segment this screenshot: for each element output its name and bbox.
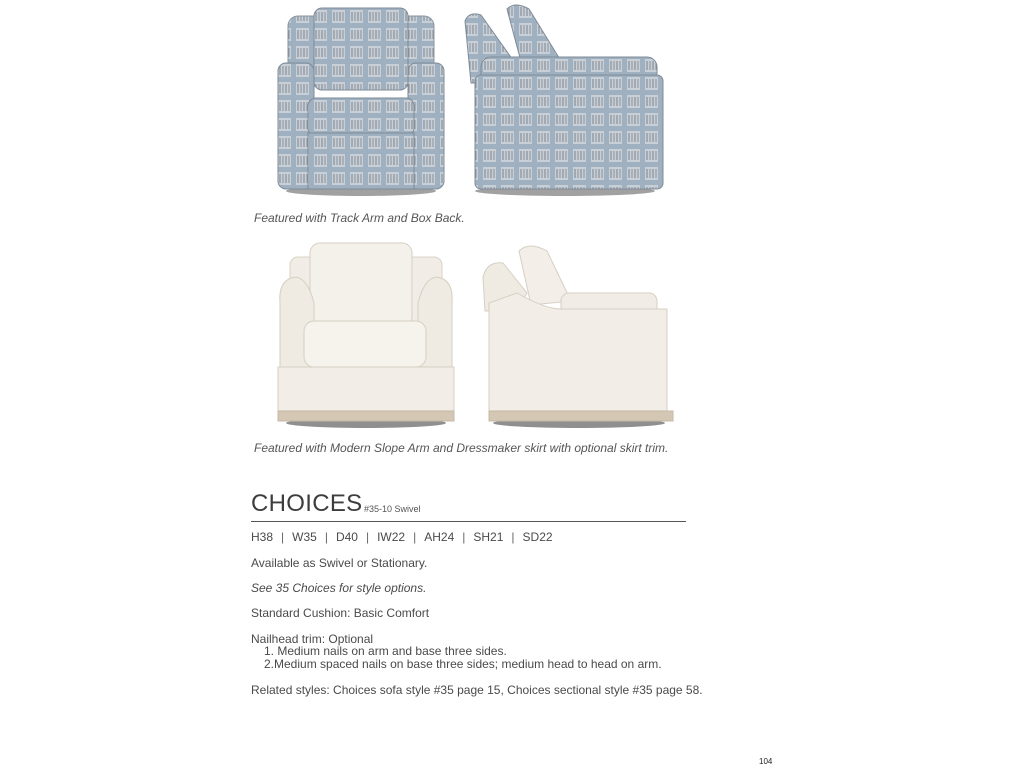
dimension-value: D40 bbox=[335, 530, 358, 544]
dimension-separator: | bbox=[413, 530, 417, 544]
dimension-separator: | bbox=[365, 530, 370, 544]
nailhead-title: Nailhead trim: Optional bbox=[251, 632, 374, 646]
dimension-value: IW22 bbox=[377, 530, 406, 544]
dimension-value: SH21 bbox=[473, 530, 504, 544]
dimension-separator: | bbox=[324, 530, 328, 544]
dimension-value: AH24 bbox=[424, 530, 455, 544]
chair-patterned-front bbox=[276, 8, 446, 198]
dimension-value: SD22 bbox=[522, 530, 553, 544]
chair-cream-side bbox=[481, 243, 677, 429]
style-note: See 35 Choices for style options. bbox=[251, 581, 427, 595]
product-title: CHOICES bbox=[251, 490, 363, 517]
dimension-list bbox=[251, 530, 553, 544]
product-model: #35-10 Swivel bbox=[364, 504, 421, 514]
dimension-separator: | bbox=[281, 530, 285, 544]
dimension-separator: | bbox=[462, 530, 466, 544]
dimension-value: W35 bbox=[292, 530, 317, 544]
page-number: 104 bbox=[759, 757, 773, 766]
availability-text: Available as Swivel or Stationary. bbox=[251, 556, 428, 570]
chair-cream-front bbox=[274, 243, 458, 429]
dimension-separator: | bbox=[511, 530, 515, 544]
caption-top: Featured with Track Arm and Box Back. bbox=[254, 211, 465, 225]
dimension-value: H38 bbox=[251, 530, 274, 544]
related-styles: Related styles: Choices sofa style #35 page 15, Choices sectional style #35 page 58. bbox=[251, 683, 703, 697]
caption-bottom: Featured with Modern Slope Arm and Dressmaker skirt with optional skirt trim. bbox=[254, 441, 669, 455]
chair-patterned-side bbox=[463, 3, 668, 198]
nailhead-option: 1. Medium nails on arm and base three sides. bbox=[264, 644, 507, 658]
product-title-row bbox=[251, 490, 686, 522]
cushion-text: Standard Cushion: Basic Comfort bbox=[251, 606, 430, 620]
nailhead-option: 2.Medium spaced nails on base three sides; medium head to head on arm. bbox=[264, 657, 662, 671]
